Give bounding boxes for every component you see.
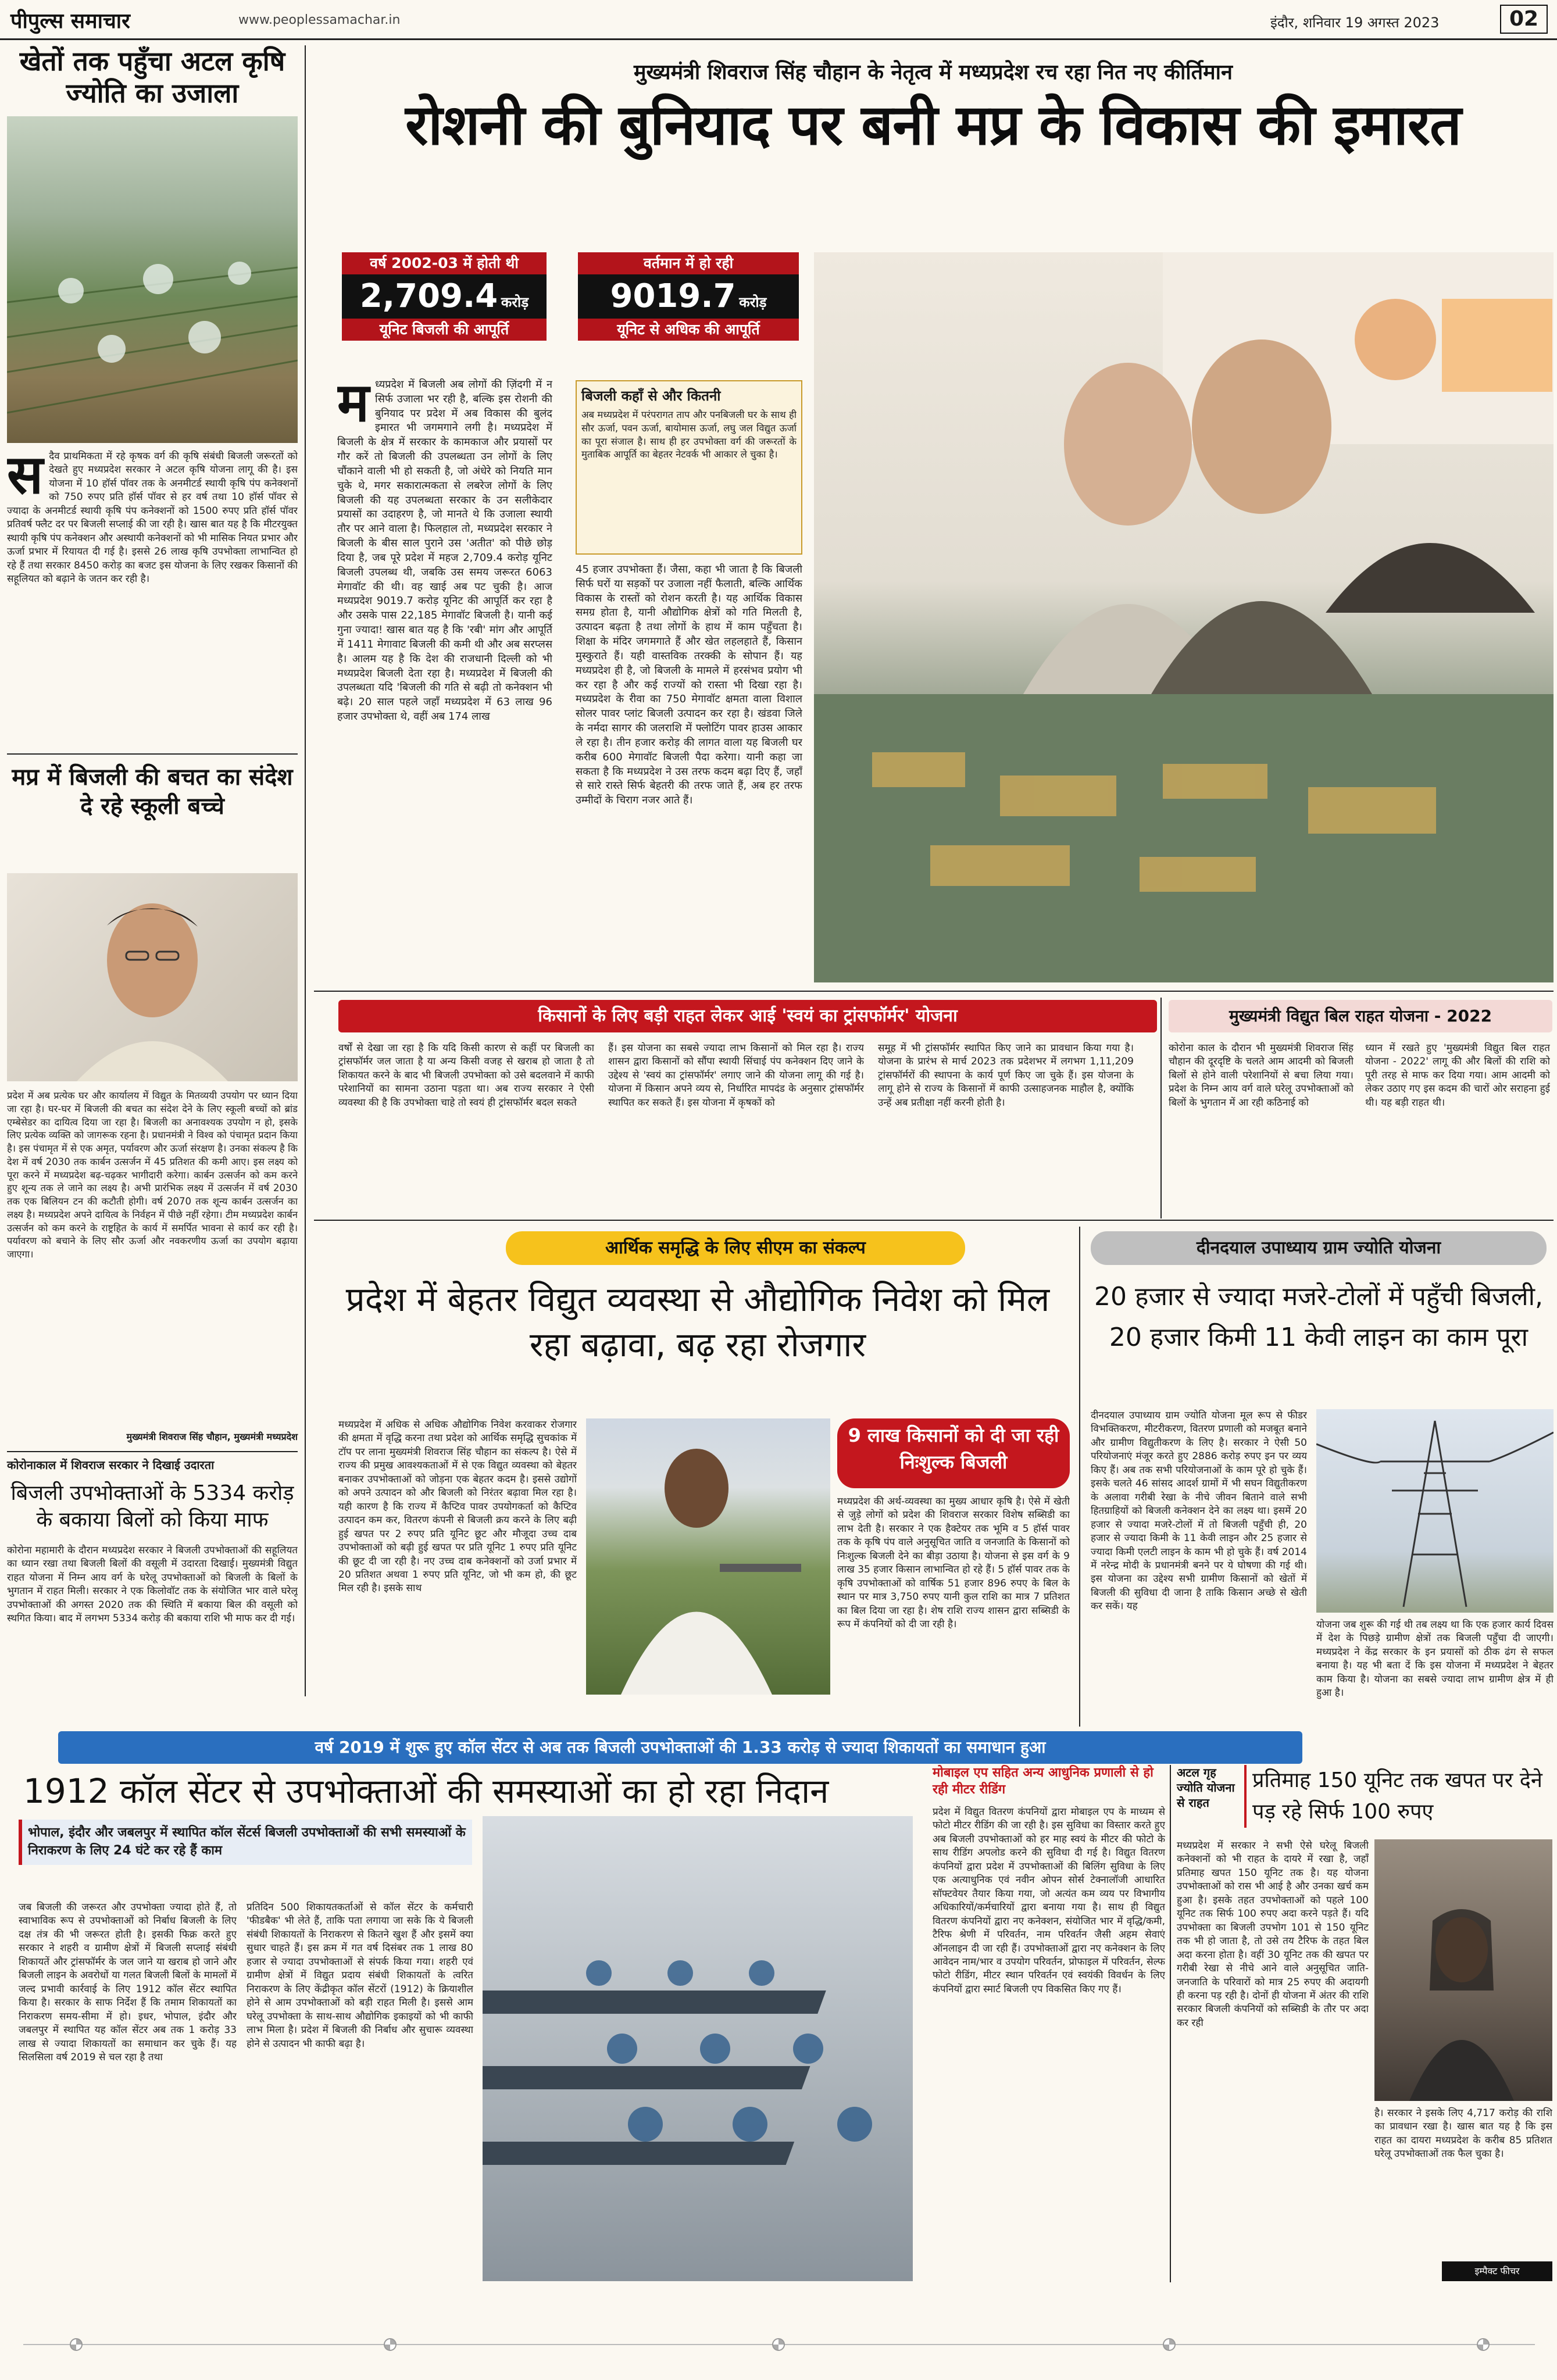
masthead-url: www.peoplessamachar.in (238, 13, 401, 27)
stat-now-unit: करोड़ (739, 294, 767, 310)
transformer-headline: किसानों के लिए बड़ी राहत लेकर आई 'स्वयं का ट्रांसफॉर्मर' योजना (338, 1000, 1157, 1032)
stat-past-bottom: यूनिट बिजली की आपूर्ति (342, 319, 547, 341)
atal-grih-label: अटल गृह ज्योति योजना से राहत (1177, 1766, 1235, 1810)
registration-mark-icon (384, 2338, 397, 2351)
gramjyoti-headline: 20 हजार से ज्यादा मजरे-टोलों में पहुँची बिजली, 20 हजार किमी 11 केवी लाइन का काम पूरा (1094, 1282, 1543, 1353)
left-story-atal-krishi (7, 45, 298, 109)
left-story1-body: सदैव प्राथमिकता में रहे कृषक वर्ग की कृषि संबंधी बिजली जरूरतों को देखते हुए मध्यप्रदेश सरकार ने अटल कृषि योजना लागू की है। इस योजना में 10 हॉर्स पॉवर तक के अनमीटर्ड स्थायी कृषि पंप कनेक्शनों को 750 रुपए प्रति हॉर्स पॉवर से हर वर्ष तथा 10 हॉर्स पॉवर से ज्यादा के अनमीटर्ड स्थायी कृषि पंप कनेक्शनों को 1500 रुपए प्रति हॉर्स पॉवर प्रतिवर्ष फ्लैट दर पर बिजली सप्लाई की जा रही है। खास बात यह है कि मीटरयुक्त स्थायी कृषि पंप कनेक्शन और अस्थायी कनेक्शनों को भी मासिक नियत प्रभार और ऊर्जा प्रभार में रियायत दी गई है। इससे 26 लाख कृषि उपभोक्ता लाभान्वित हो रहे हैं तथा सरकार 8450 करोड़ का बजट इस योजना के लिए रखकर किसानों की सहूलियत को बढ़ाने के जतन कर रही है। (7, 450, 298, 585)
atal-grih-headline: प्रतिमाह 150 यूनिट तक खपत पर देने पड़ रहे सिर्फ 100 रुपए (1244, 1765, 1552, 1828)
relief-2022-col1: कोरोना काल के दौरान भी मुख्यमंत्री शिवराज सिंह चौहान की दूरदृष्टि के चलते आम आदमी को बिजली बिलों से होने वाली परेशानियों से बचा लिया गया। प्रदेश के निम्न आय वर्ग वाले घरेलू उपभोक्ताओं को बिलों के भुगतान में आ रही कठिनाई को (1169, 1042, 1354, 1109)
atal-grih-col1: मध्यप्रदेश में सरकार ने सभी ऐसे घरेलू बिजली कनेक्शनों को भी राहत के दायरे में रखा है, जहाँ प्रतिमाह खपत 150 यूनिट तक है। यह योजना उपभोक्ताओं को रास भी आई है और उनका खर्च कम हुआ है। इसके तहत उपभोक्ताओं को पहले 100 यूनिट तक सिर्फ 100 रुपए अदा करने पड़ते हैं। यदि उपभोक्ता का बिजली उपभोग 101 से 150 यूनिट तक भी हो जाता है, तो उसे तय टैरिफ के तहत बिल अदा करना होता है। वहीं 30 यूनिट तक की खपत पर गरीबी रेखा से नीचे आने वाले अनुसूचित जाति-जनजाति के परिवारों को मात्र 25 रुपए की अदायगी ही करना पड़ रही है। दोनों ही योजना में अंतर की राशि सरकार बिजली कंपनियों को सब्सिडी के तौर पर अदा कर रही (1177, 1840, 1369, 2029)
transformer-col3: समूह में भी ट्रांसफॉर्मर स्थापित किए जाने का प्रावधान किया गया है। योजना के प्रारंभ से मार्च 2023 तक प्रदेशभर में लगभग 1,11,209 ट्रांसफॉर्मरों की स्थापना के कार्य पूर्ण किए जा चुके हैं। इस योजना के लागू होने से राज्य के किसानों में काफी उत्साहजनक माहौल है, क्योंकि उन्हें अब प्रतीक्षा नहीं करनी होती है। (878, 1042, 1134, 1109)
lead-infobox (576, 380, 802, 555)
registration-mark-icon (1163, 2338, 1176, 2351)
stat-past-top: वर्ष 2002-03 में होती थी (342, 252, 547, 274)
left-story2-headline: मप्र में बिजली की बचत का संदेश दे रहे स्कूली बच्चे (12, 764, 293, 820)
left-story1-headline: खेतों तक पहुँचा अटल कृषि ज्योति का उजाला (19, 45, 285, 109)
stat-now-value (578, 274, 799, 319)
gramjyoti-tag: दीनदयाल उपाध्याय ग्राम ज्योति योजना (1091, 1231, 1547, 1265)
left-story3-body: कोरोना महामारी के दौरान मध्यप्रदेश सरकार ने बिजली उपभोक्ताओं की सहूलियत का ध्यान रखा तथा बिजली बिलों की वसूली में उदारता दिखाई। मुख्यमंत्री विद्युत राहत योजना में निम्न आय वर्ग के घरेलू उपभोक्ताओं को बिजली के बिलों के भुगतान में राहत मिली। सरकार ने एक किलोवॉट तक के संयोजित भार वाले घरेलू उपभोक्ताओं की अगस्त 2020 तक की स्थिति में बकाया बिल की वसूली को स्थगित किया। बाद में लगभग 5334 करोड़ की बकाया राशि भी माफ कर दी गई। (7, 1545, 298, 1625)
meter-headline: मोबाइल एप सहित अन्य आधुनिक प्रणाली से हो रही मीटर रीडिंग (933, 1766, 1154, 1797)
lead-col2: 45 हजार उपभोक्ता हैं। जैसा, कहा भी जाता है कि बिजली सिर्फ घरों या सड़कों पर उजाला नहीं फैलाती, बल्कि आर्थिक विकास के रास्तों को रोशन करती है। यह आर्थिक विकास समग्र होता है, यानी औद्योगिक क्षेत्रों को गति मिलती है, उत्पादन बढ़ता है तथा लोगों के हाथ में काम पहुँचता है। शिक्षा के मंदिर जगमगाते हैं और खेत लहलहाते हैं, किसान मुस्कुराते हैं। यही वास्तविक तरक्की के सोपान हैं। यह मध्यप्रदेश ही है, जो बिजली के मामले में हरसंभव प्रयोग भी कर रहा है और कई राज्यों को रास्ता भी दिखा रहा है। मध्यप्रदेश के रीवा का 750 मेगावॉट क्षमता वाला विशाल सोलर पावर प्लांट बिजली उत्पादन कर रहा है। खंडवा जिले के नर्मदा सागर की जलराशि में फ्लोटिंग पावर हाउस आकार ले रहा है। तीन हजार करोड़ की लागत वाला यह बिजली घर करीब 600 मेगावॉट बिजली पैदा करेगा। यानी कहा जा सकता है कि मध्यप्रदेश ने उस तरफ कदम बढ़ा दिए हैं, जहाँ से सारे रास्ते सिर्फ बेहतरी की तरफ जाते हैं, अब हर तरफ उम्मीदों के चिराग नजर आते हैं। (576, 563, 802, 807)
masthead-logo: पीपुल्स समाचार (10, 9, 130, 33)
stat-now-number: 9019.7 (610, 277, 736, 315)
stat-now (578, 252, 799, 341)
left-story3-kicker: कोरोनाकाल में शिवराज सरकार ने दिखाई उदारता (7, 1458, 215, 1472)
atal-grih-col2: है। सरकार ने इसके लिए 4,717 करोड़ की राशि का प्रावधान रखा है। खास बात यह है कि इस राहत का दायरा मध्यप्रदेश के करीब 85 प्रतिशत घरेलू उपभोक्ताओं तक फैल चुका है। (1374, 2107, 1552, 2160)
callcenter-subhead-text: भोपाल, इंदौर और जबलपुर में स्थापित कॉल सेंटर्स बिजली उपभोक्ताओं की सभी समस्याओं के निराकरण के लिए 24 घंटे कर रहे हैं काम (28, 1825, 466, 1858)
registration-mark-icon (70, 2338, 83, 2351)
meter-body: प्रदेश में विद्युत वितरण कंपनियों द्वारा मोबाइल एप के माध्यम से फोटो मीटर रीडिंग की जा रही है। इस सुविधा का विस्तार करते हुए अब बिजली उपभोक्ताओं को हर माह स्वयं के मीटर की फोटो के साथ रीडिंग अपलोड करने की सुविधा दी गई है। विद्युत वितरण कंपनियों द्वारा प्रदेश में उपभोक्ताओं की बिलिंग सुविधा के लिए एक अत्याधुनिक एवं नवीन ओपन सोर्स टेक्नालॉजी आधारित सॉफ्टवेयर तैयार किया गया, जो अत्यंत कम व्यय पर विभागीय अधिकारियों/कर्मचारियों द्वारा बनाया गया है। साथ ही विद्युत वितरण कंपनियों द्वारा नए कनेक्शन, संयोजित भार में वृद्धि/कमी, टैरिफ श्रेणी में परिवर्तन, नाम परिवर्तन जैसी अहम सेवाएं ऑनलाइन दी जा रही हैं। उपभोक्ताओं द्वारा नए कनेक्शन के लिए आवेदन नाम/भार व उपयोग परिवर्तन, प्रोफाइल में परिवर्तन, सेल्फ फोटो रीडिंग, मीटर स्थान परिवर्तन एवं स्वयंकी विवर्धन के लिए कंपनियों द्वारा स्मार्ट बिजली एप विकसित किए गए हैं। (933, 1806, 1165, 1995)
transmission-tower-photo (1316, 1409, 1554, 1613)
stat-past-number: 2,709.4 (359, 277, 498, 315)
callcenter-headline: 1912 कॉल सेंटर से उपभोक्ताओं की समस्याओं का हो रहा निदान (23, 1771, 829, 1811)
callcenter-col1: जब बिजली की जरूरत और उपभोक्ता ज्यादा होते हैं, तो स्वाभाविक रूप से उपभोक्ताओं को निर्बाध बिजली के लिए दक्ष तंत्र की भी जरूरत होती है। इसकी फिक्र करते हुए सरकार ने शहरी व ग्रामीण क्षेत्रों में बिजली सप्लाई संबंधी शिकायतें और ट्रांसफॉर्मर के जल जाने या खराब हो जाने और बिजली लाइन के अवरोधों या गलत बिजली बिलों के मामलों में जल्द प्रभावी कार्रवाई के लिए 1912 कॉल सेंटर स्थापित किया है। सरकार के साफ निर्देश हैं कि तमाम शिकायतों का निराकरण समय-सीमा में हो। इधर, भोपाल, इंदौर और जबलपुर में स्थापित यह कॉल सेंटर अब तक 1 करोड़ 33 लाख से ज्यादा शिकायतों का समाधान कर चुके हैं। यह सिलसिला वर्ष 2019 से चल रहा है तथा (19, 1902, 237, 2063)
stat-past (342, 252, 547, 341)
industry-tag: आर्थिक समृद्धि के लिए सीएम का संकल्प (506, 1231, 965, 1265)
left-story2-body: प्रदेश में अब प्रत्येक घर और कार्यालय में विद्युत के मितव्ययी उपयोग पर ध्यान दिया जा रहा है। घर-घर में बिजली की बचत का संदेश देने के लिए स्कूली बच्चों को ब्रांड एम्बेसेडर का दायित्व दिया जा रहा है। बिजली का अनावश्यक उपयोग न हो, इसके लिए प्रत्येक व्यक्ति को जागरूक रहना है। प्रधानमंत्री ने विश्व को पंचामृत प्रदान किया है। इस पंचामृत में से एक अमृत, पर्यावरण और ऊर्जा संरक्षण है। उनका संकल्प है कि देश में वर्ष 2030 तक कार्बन उत्सर्जन में 45 प्रतिशत की कमी आए। इस लक्ष्य को पूरा करने में मध्यप्रदेश बढ़-चढ़कर भागीदारी करेगा। कार्बन उत्सर्जन को कम करने हुए शून्य तक ले जाने का लक्ष्य है। अभी प्रारंभिक लक्ष्य में उत्सर्जन में वर्ष 2030 तक एक बिलियन टन की कटौती होगी। वर्ष 2070 तक शून्य कार्बन उत्सर्जन का लक्ष्य है। मध्यप्रदेश अपने दायित्व के निर्वहन में पीछे नहीं रहेगा। टीम मध्यप्रदेश कार्बन उत्सर्जन को कम करने के राष्ट्रहित के कार्य में समर्पित भावना से कार्य कर रही है। पर्यावरण को बचाने के लिए सौर ऊर्जा और नवकरणीय ऊर्जा का उपयोग बढ़ाया जाएगा। (7, 1090, 298, 1260)
stat-past-value (342, 274, 547, 319)
footer-strip (0, 2320, 1557, 2366)
impact-feature-credit: इम्पैक्ट फीचर (1442, 2261, 1552, 2281)
callcenter-banner: वर्ष 2019 में शुरू हुए कॉल सेंटर से अब तक बिजली उपभोक्ताओं की 1.33 करोड़ से ज्यादा शिकायतों का समाधान हुआ (58, 1731, 1302, 1764)
masthead (0, 0, 1557, 41)
call-center-photo (483, 1816, 913, 2281)
stat-now-bottom: यूनिट से अधिक की आपूर्ति (578, 319, 799, 341)
gramjyoti-caption: योजना जब शुरू की गई थी तब लक्ष्य था कि एक हजार कार्य दिवस में देश के पिछड़े ग्रामीण क्षेत्रों तक बिजली पहुँचा दी जाएगी। मध्यप्रदेश ने केंद्र सरकार के इन प्रयासों को ठीक ढंग से सफल बनाया है। यह भी बता दें कि इस योजना में मध्यप्रदेश ने बेहतर काम किया है। योजना का सबसे ज्यादा लाभ ग्रामीण क्षेत्र में ही हुआ है। (1316, 1619, 1554, 1699)
pm-cm-exhibition-photo (814, 252, 1554, 982)
gramjyoti-body: दीनदयाल उपाध्याय ग्राम ज्योति योजना मूल रूप से फीडर विभक्तिकरण, मीटरीकरण, वितरण प्रणाली को मजबूत बनाने और ग्रामीण विद्युतीकरण के लिए है। सरकार ने ऐसी 50 परियोजनाएं मंजूर करते हुए 2886 करोड़ रुपए इन पर व्यय किए हैं। अब तक सभी परियोजनाओं के काम पूरे हो चुके हैं। इसके चलते 46 सांसद आदर्श ग्रामों में भी सघन विद्युतीकरण के अलावा गरीबी रेखा के नीचे जीवन बिताने वाले सभी हितग्राहियों को बिजली कनेक्शन देने का लक्ष्य था। इसमें 20 हजार से ज्यादा मजरे-टोलों में तो बिजली पहुँची ही, 20 हजार से ज्यादा किमी के 11 केवी लाइन और 25 हजार से ज्यादा किमी एलटी लाइन के काम भी हो चुके हैं। वर्ष 2014 में नरेन्द्र मोदी के प्रधानमंत्री बनने पर ये घोषणा की गई थी। इस योजना का उद्देश्य सभी ग्रामीण किसानों को खेतों में बिजली की सुविधा दी जाना है ताकि किसान अच्छे से खेती कर सकें। यह (1091, 1410, 1307, 1613)
infobox-text: अब मध्यप्रदेश में परंपरागत ताप और पनबिजली घर के साथ ही सौर ऊर्जा, पवन ऊर्जा, बायोमास ऊर्जा, लघु जल विद्युत ऊर्जा का पूरा संजाल है। साथ ही हर उपभोक्ता वर्ग की जरूरतों के मुताबिक आपूर्ति का बेहतर नेटवर्क भी आकार ले चुका है। (581, 409, 797, 460)
left-story2-quote: मुख्यमंत्री शिवराज सिंह चौहान, मुख्यमंत्री मध्यप्रदेश (126, 1431, 298, 1442)
page-number: 02 (1500, 5, 1548, 34)
free-power-headline: 9 लाख किसानों को दी जा रही निःशुल्क बिजली (837, 1418, 1070, 1488)
dropcap: स (7, 450, 44, 506)
relief-2022-col2: ध्यान में रखते हुए 'मुख्यमंत्री विद्युत बिल राहत योजना - 2022' लागू की और बिलों की राशि को पूरी तरह से माफ कर दिया गया। आम आदमी को लेकर उठाए गए इस कदम की चारों ओर सराहना हुई थी। यह बड़ी राहत थी। (1365, 1042, 1550, 1109)
farmer-photo (586, 1418, 830, 1695)
callcenter-col2: प्रतिदिन 500 शिकायतकर्ताओं से कॉल सेंटर के कर्मचारी 'फीडबैक' भी लेते हैं, ताकि पता लगाया जा सके कि ये बिजली संबंधी शिकायतों के निराकरण से कितने खुश हैं और इसमें क्या सुधार चाहते हैं। इस क्रम में गत वर्ष दिसंबर तक 1 लाख 80 हजार से ज्यादा उपभोक्ताओं से संपर्क किया गया। शहरी एवं ग्रामीण क्षेत्रों में विद्युत प्रदाय संबंधी शिकायतों के त्वरित निराकरण के लिए केंद्रीकृत कॉल सेंटरों (1912) के क्रियाशील होने से आम उपभोक्ताओं को बड़ी राहत मिली है। इससे आम घरेलू उपभोक्ता के साथ-साथ औद्योगिक इकाइयों को भी काफी लाभ मिला है। प्रदेश में बिजली की निर्बाध और सुचारू व्यवस्था होने से उत्पादन भी काफी बढ़ा है। (247, 1902, 473, 2050)
callcenter-subhead (19, 1820, 472, 1865)
woman-tailoring-photo (1374, 1839, 1552, 2101)
masthead-date: इंदौर, शनिवार 19 अगस्त 2023 (1270, 15, 1440, 31)
infobox-title: बिजली कहाँ से और कितनी (581, 388, 721, 404)
industry-col1: मध्यप्रदेश में अधिक से अधिक औद्योगिक निवेश करवाकर रोजगार की क्षमता में वृद्धि करना तथा प्रदेश को आर्थिक समृद्धि सुचकांक में टॉप पर लाना मुख्यमंत्री शिवराज सिंह चौहान का संकल्प है। ऐसे में राज्य की प्रमुख आवश्यकताओं में से एक विद्युत व्यवस्था को बेहतर बनाकर उपभोक्ताओं को जोड़ना एक बेहतर कदम है। इससे उद्योगों को अपने उत्पादन को और बिजली को निरंतर बढ़ावा मिल रहा है। यही कारण है कि राज्य में कैप्टिव पावर उपयोगकर्ता को कैप्टिव उत्पादन कम कर, वितरण कंपनी से बिजली क्रय करने के लिए बढ़ी हुई खपत पर 2 रुपए प्रति यूनिट छूट और मौजूदा उच्च दाब उपभोक्ताओं को बढ़ी हुई खपत पर प्रति यूनिट 1 रुपए प्रति यूनिट की छूट दी जा रही है। नए उच्च दाब कनेक्शनों को उर्जा प्रभार में 20 प्रतिशत अथवा 1 रुपए प्रति यूनिट, जो भी कम हो, की छूट मिल रही है। इसके साथ (338, 1419, 577, 1595)
stat-past-unit: करोड़ (501, 294, 529, 310)
left-story3-headline: बिजली उपभोक्ताओं के 5334 करोड़ के बकाया बिलों को किया माफ (10, 1481, 294, 1532)
transformer-col2: हैं। इस योजना का सबसे ज्यादा लाभ किसानों को मिल रहा है। राज्य शासन द्वारा किसानों को सौंपा स्थायी सिंचाई पंप कनेक्शन दिए जाने के उद्देश्य से 'स्वयं का ट्रांसफॉर्मर' लगाए जाने की योजना लागू की गई है। योजना में किसान अपने व्यय से, निर्धारित मापदंड के अनुसार ट्रांसफॉर्मर स्थापित कर सकते हैं। इस योजना में कृषकों को (608, 1042, 864, 1109)
cm-portrait-photo (7, 873, 298, 1081)
farm-field-photo (7, 116, 298, 443)
registration-mark-icon (1477, 2338, 1490, 2351)
lead-kicker: मुख्यमंत्री शिवराज सिंह चौहान के नेतृत्व में मध्यप्रदेश रच रहा नित नए कीर्तिमान (634, 60, 1233, 84)
registration-mark-icon (772, 2338, 785, 2351)
lead-headline: रोशनी की बुनियाद पर बनी मप्र के विकास की इमारत (405, 92, 1461, 158)
free-power-body: मध्यप्रदेश की अर्थ-व्यवस्था का मुख्य आधार कृषि है। ऐसे में खेती से जुड़े लोगों को प्रदेश की शिवराज सरकार विशेष सब्सिडी का लाभ देती है। सरकार ने एक हैक्टेयर तक भूमि व 5 हॉर्स पावर तक के कृषि पंप वाले अनुसूचित जाति व जनजाति के किसानों को निःशुल्क बिजली देने का बीड़ा उठाया है। योजना से इस वर्ग के 9 लाख 35 हजार किसान लाभान्वित हो रहे हैं। 5 हॉर्स पावर तक के कृषि उपभोक्ताओं को वार्षिक 51 हजार 896 रुपए के बिल के स्थान पर मात्र 3,750 रुपए यानी कुल राशि का मात्र 7 प्रतिशत का बिल दिया जा रहा है। शेष राशि राज्य शासन द्वारा सब्सिडी के रूप में कंपनियों को दी जा रही है। (837, 1496, 1070, 1631)
relief-2022-headline: मुख्यमंत्री विद्युत बिल राहत योजना - 2022 (1169, 1000, 1552, 1032)
lead-dropcap: म (337, 378, 370, 434)
stat-now-top: वर्तमान में हो रही (578, 252, 799, 274)
industry-headline: प्रदेश में बेहतर विद्युत व्यवस्था से औद्योगिक निवेश को मिल रहा बढ़ावा, बढ़ रहा रोजगार (345, 1280, 1050, 1365)
lead-col1: मध्यप्रदेश में बिजली अब लोगों की ज़िंदगी में न सिर्फ उजाला भर रही है, बल्कि इस रोशनी की बुनियाद पर प्रदेश में अब विकास की बुलंद इमारत भी जगमगाने लगी है। मध्यप्रदेश में बिजली के क्षेत्र में सरकार के कामकाज और प्रयासों पर गौर करें तो बिजली की उपलब्धता उन लोगों के लिए चौंकाने वाली भी हो सकती है, जो अंधेरे को नियति मान चुके थे, मगर सकारात्मकता से लबरेज लोगों के लिए बिजली की यह उपलब्धता सरकार के उन सलीकेदार प्रयासों का उदाहरण है, जो मानते थे कि उजाला स्थायी तौर पर आने वाला है। फिलहाल तो, मध्यप्रदेश सरकार ने बिजली के बीस साल पुराने उस 'अतीत' को पीछे छोड़ दिया है, जब पूरे प्रदेश में महज 2,709.4 करोड़ यूनिट बिजली उपलब्ध थी, जबकि उस समय जरूरत 6063 मेगावॉट की थी। वह खाई अब पट चुकी है। आज मध्यप्रदेश 9019.7 करोड़ यूनिट की आपूर्ति कर रहा है और उसके पास 22,185 मेगावॉट बिजली है। यानी कई गुना ज्यादा! खास बात यह है कि 'रबी' मांग और आपूर्ति में 1411 मेगावाट बिजली की कमी थी और अब सरप्लस है। आलम यह है कि देश की राजधानी दिल्ली को भी मध्यप्रदेश बिजली देता रहा है। मध्यप्रदेश में बिजली की उपलब्धता यदि 'बिजली की गति से बढ़ी तो कनेक्शन भी बढ़े। 20 साल पहले जहाँ मध्यप्रदेश में 63 लाख 96 हजार उपभोक्ता थे, वहीं अब 174 लाख (337, 378, 552, 723)
transformer-col1: वर्षों से देखा जा रहा है कि यदि किसी कारण से कहीं पर बिजली का ट्रांसफॉर्मर जल जाता है या अन्य किसी वजह से खराब हो जाता है तो शिकायत करने के बाद भी बिजली उपभोक्ता को उसे बदलवाने में काफी परेशानियों का सामना उठाना पड़ता था। अब राज्य सरकार ने ऐसी व्यवस्था की है कि उपभोक्ता चाहे तो स्वयं ही ट्रांसफॉर्मर बदल सकते (338, 1042, 594, 1109)
